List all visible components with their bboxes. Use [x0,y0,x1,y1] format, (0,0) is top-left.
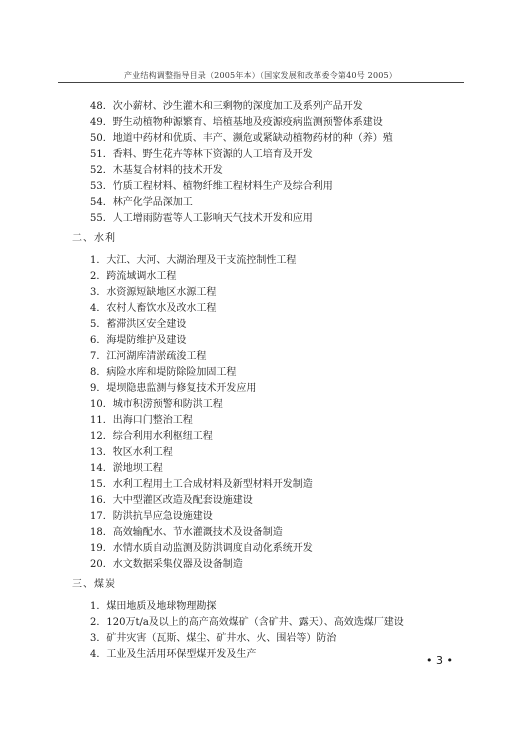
list-item: 3．矿井灾害（瓦斯、煤尘、矿井水、火、围岩等）防治 [90,633,337,644]
list-item: 1．大江、大河、大湖治理及干支流控制性工程 [90,255,297,266]
list-item: 50．地道中药材和优质、丰产、濒危或紧缺动植物药材的种（养）殖 [90,133,393,144]
list-item: 49．野生动植物种源繁育、培植基地及疫源疫病监测预警体系建设 [90,117,383,128]
list-item: 19．水情水质自动监测及防洪调度自动化系统开发 [90,543,313,554]
list-item: 14．淤地坝工程 [90,463,163,474]
list-item: 11．出海口门整治工程 [90,415,193,426]
list-item: 2．120万t/a及以上的高产高效煤矿（含矿井、露天）、高效选煤厂建设 [90,617,404,628]
list-item: 16．大中型灌区改造及配套设施建设 [90,495,253,506]
list-item: 4．农村人畜饮水及改水工程 [90,303,217,314]
list-item: 5．蓄滞洪区安全建设 [90,319,187,330]
list-item: 7．江河湖库清淤疏浚工程 [90,351,207,362]
list-item: 12．综合利用水利枢纽工程 [90,431,213,442]
list-item: 15．水利工程用土工合成材料及新型材料开发制造 [90,479,313,490]
list-item: 55．人工增雨防雹等人工影响天气技术开发和应用 [90,213,313,224]
list-item: 53．竹质工程材料、植物纤维工程材料生产及综合利用 [90,181,333,192]
page-number: • 3 • [426,654,453,667]
list-item: 1．煤田地质及地球物理勘探 [90,601,217,612]
section-heading-coal: 三、煤炭 [72,579,116,590]
list-item: 9．堤坝隐患监测与修复技术开发应用 [90,383,257,394]
list-item: 8．病险水库和堤防除险加固工程 [90,367,237,378]
running-header: 产业结构调整指导目录（2005年本）（国家发展和改革委令第40号 2005） [123,71,398,80]
list-item: 4．工业及生活用环保型煤开发及生产 [90,649,257,660]
list-item: 20．水文数据采集仪器及设备制造 [90,559,243,570]
list-item: 51．香料、野生花卉等林下资源的人工培育及开发 [90,149,313,160]
list-item: 13．牧区水利工程 [90,447,173,458]
list-item: 2．跨流域调水工程 [90,271,177,282]
section-heading-water: 二、水利 [72,233,116,244]
header-rule [58,82,464,83]
list-item: 52．木基复合材料的技术开发 [90,165,223,176]
list-item: 18．高效输配水、节水灌溉技术及设备制造 [90,527,283,538]
list-item: 6．海堤防维护及建设 [90,335,187,346]
list-item: 48．次小薪材、沙生灌木和三剩物的深度加工及系列产品开发 [90,101,363,112]
list-item: 54．林产化学品深加工 [90,197,193,208]
list-item: 17．防洪抗旱应急设施建设 [90,511,213,522]
list-item: 10．城市积涝预警和防洪工程 [90,399,223,410]
list-item: 3．水资源短缺地区水源工程 [90,287,217,298]
